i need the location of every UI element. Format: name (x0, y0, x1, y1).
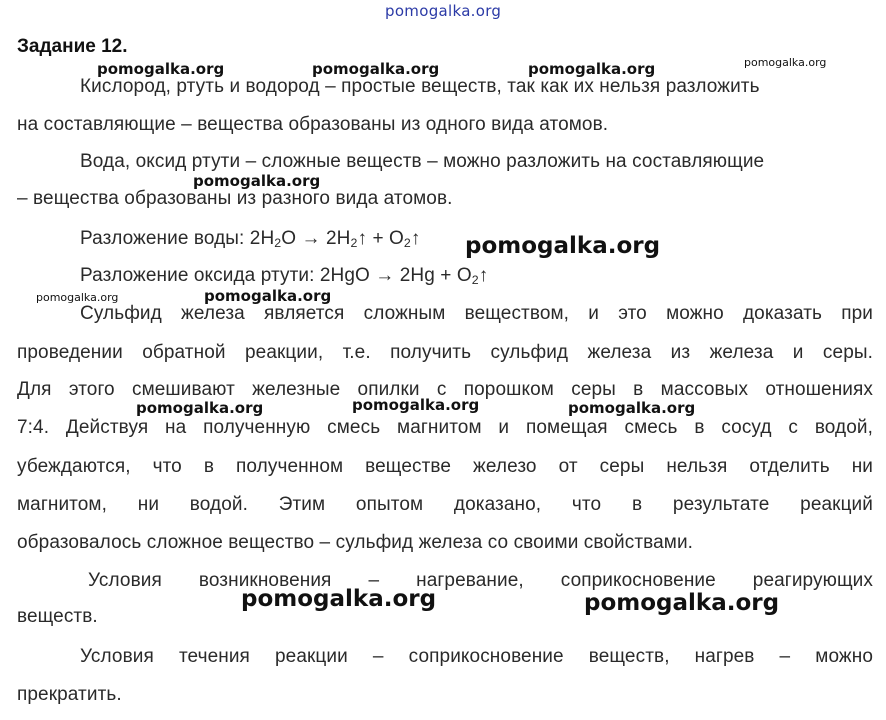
subscript: 2 (403, 236, 411, 251)
watermark-top[interactable]: pomogalka.org (385, 2, 502, 20)
watermark: pomogalka.org (312, 60, 440, 78)
watermark: pomogalka.org (568, 399, 696, 417)
watermark: pomogalka.org (584, 590, 780, 616)
equation-text: O → 2H (281, 228, 351, 249)
text-line: Условия течения реакции – соприкосновение веществ, нагрев – можно (80, 646, 873, 667)
watermark: pomogalka.org (204, 287, 332, 305)
watermark: pomogalka.org (744, 56, 827, 69)
text-line: проведении обратной реакции, т.е. получить сульфид железа из железа и серы. (17, 342, 873, 363)
equation-text: Разложение воды: 2H (80, 228, 275, 249)
watermark: pomogalka.org (36, 291, 119, 304)
equation-text: ↑ + O (357, 228, 404, 249)
equation-water (80, 228, 420, 250)
text-line: Сульфид железа является сложным веществом, и это можно доказать при (80, 303, 873, 324)
text-line: 7:4. Действуя на полученную смесь магнитом и помещая смесь в сосуд с водой, (17, 417, 873, 438)
text-line: Условия возникновения – нагревание, соприкосновение реагирующих (88, 570, 873, 591)
text-line: – вещества образованы из разного вида атомов. (17, 188, 453, 209)
text-line: веществ. (17, 606, 98, 627)
text-line: на составляющие – вещества образованы из одного вида атомов. (17, 114, 609, 135)
watermark: pomogalka.org (352, 396, 480, 414)
text-line: магнитом, ни водой. Этим опытом доказано, что в результате реакций (17, 494, 873, 515)
arrow-up: ↑ (478, 265, 489, 286)
watermark: pomogalka.org (241, 586, 437, 612)
text-line: образовалось сложное вещество – сульфид железа со своими свойствами. (17, 532, 694, 553)
subscript: 2 (274, 236, 282, 251)
text-line: Вода, оксид ртути – сложные веществ – можно разложить на составляющие (80, 151, 765, 172)
watermark: pomogalka.org (465, 233, 661, 259)
watermark: pomogalka.org (136, 399, 264, 417)
watermark: pomogalka.org (528, 60, 656, 78)
subscript: 2 (350, 236, 358, 251)
text-line: прекратить. (17, 684, 122, 705)
equation-text: Разложение оксида ртути: 2HgO → 2Hg + O (80, 265, 472, 286)
watermark: pomogalka.org (97, 60, 225, 78)
equation-mercury-oxide (80, 265, 488, 287)
page-title: Задание 12. (17, 36, 128, 57)
text-line: Для этого смешивают железные опилки с порошком серы в массовых отношениях (17, 379, 873, 400)
arrow-up: ↑ (410, 228, 421, 249)
subscript: 2 (471, 273, 479, 288)
text-line: Кислород, ртуть и водород – простые веществ, так как их нельзя разложить (80, 76, 760, 97)
watermark: pomogalka.org (193, 172, 321, 190)
text-line: убеждаются, что в полученном веществе железо от серы нельзя отделить ни (17, 456, 873, 477)
